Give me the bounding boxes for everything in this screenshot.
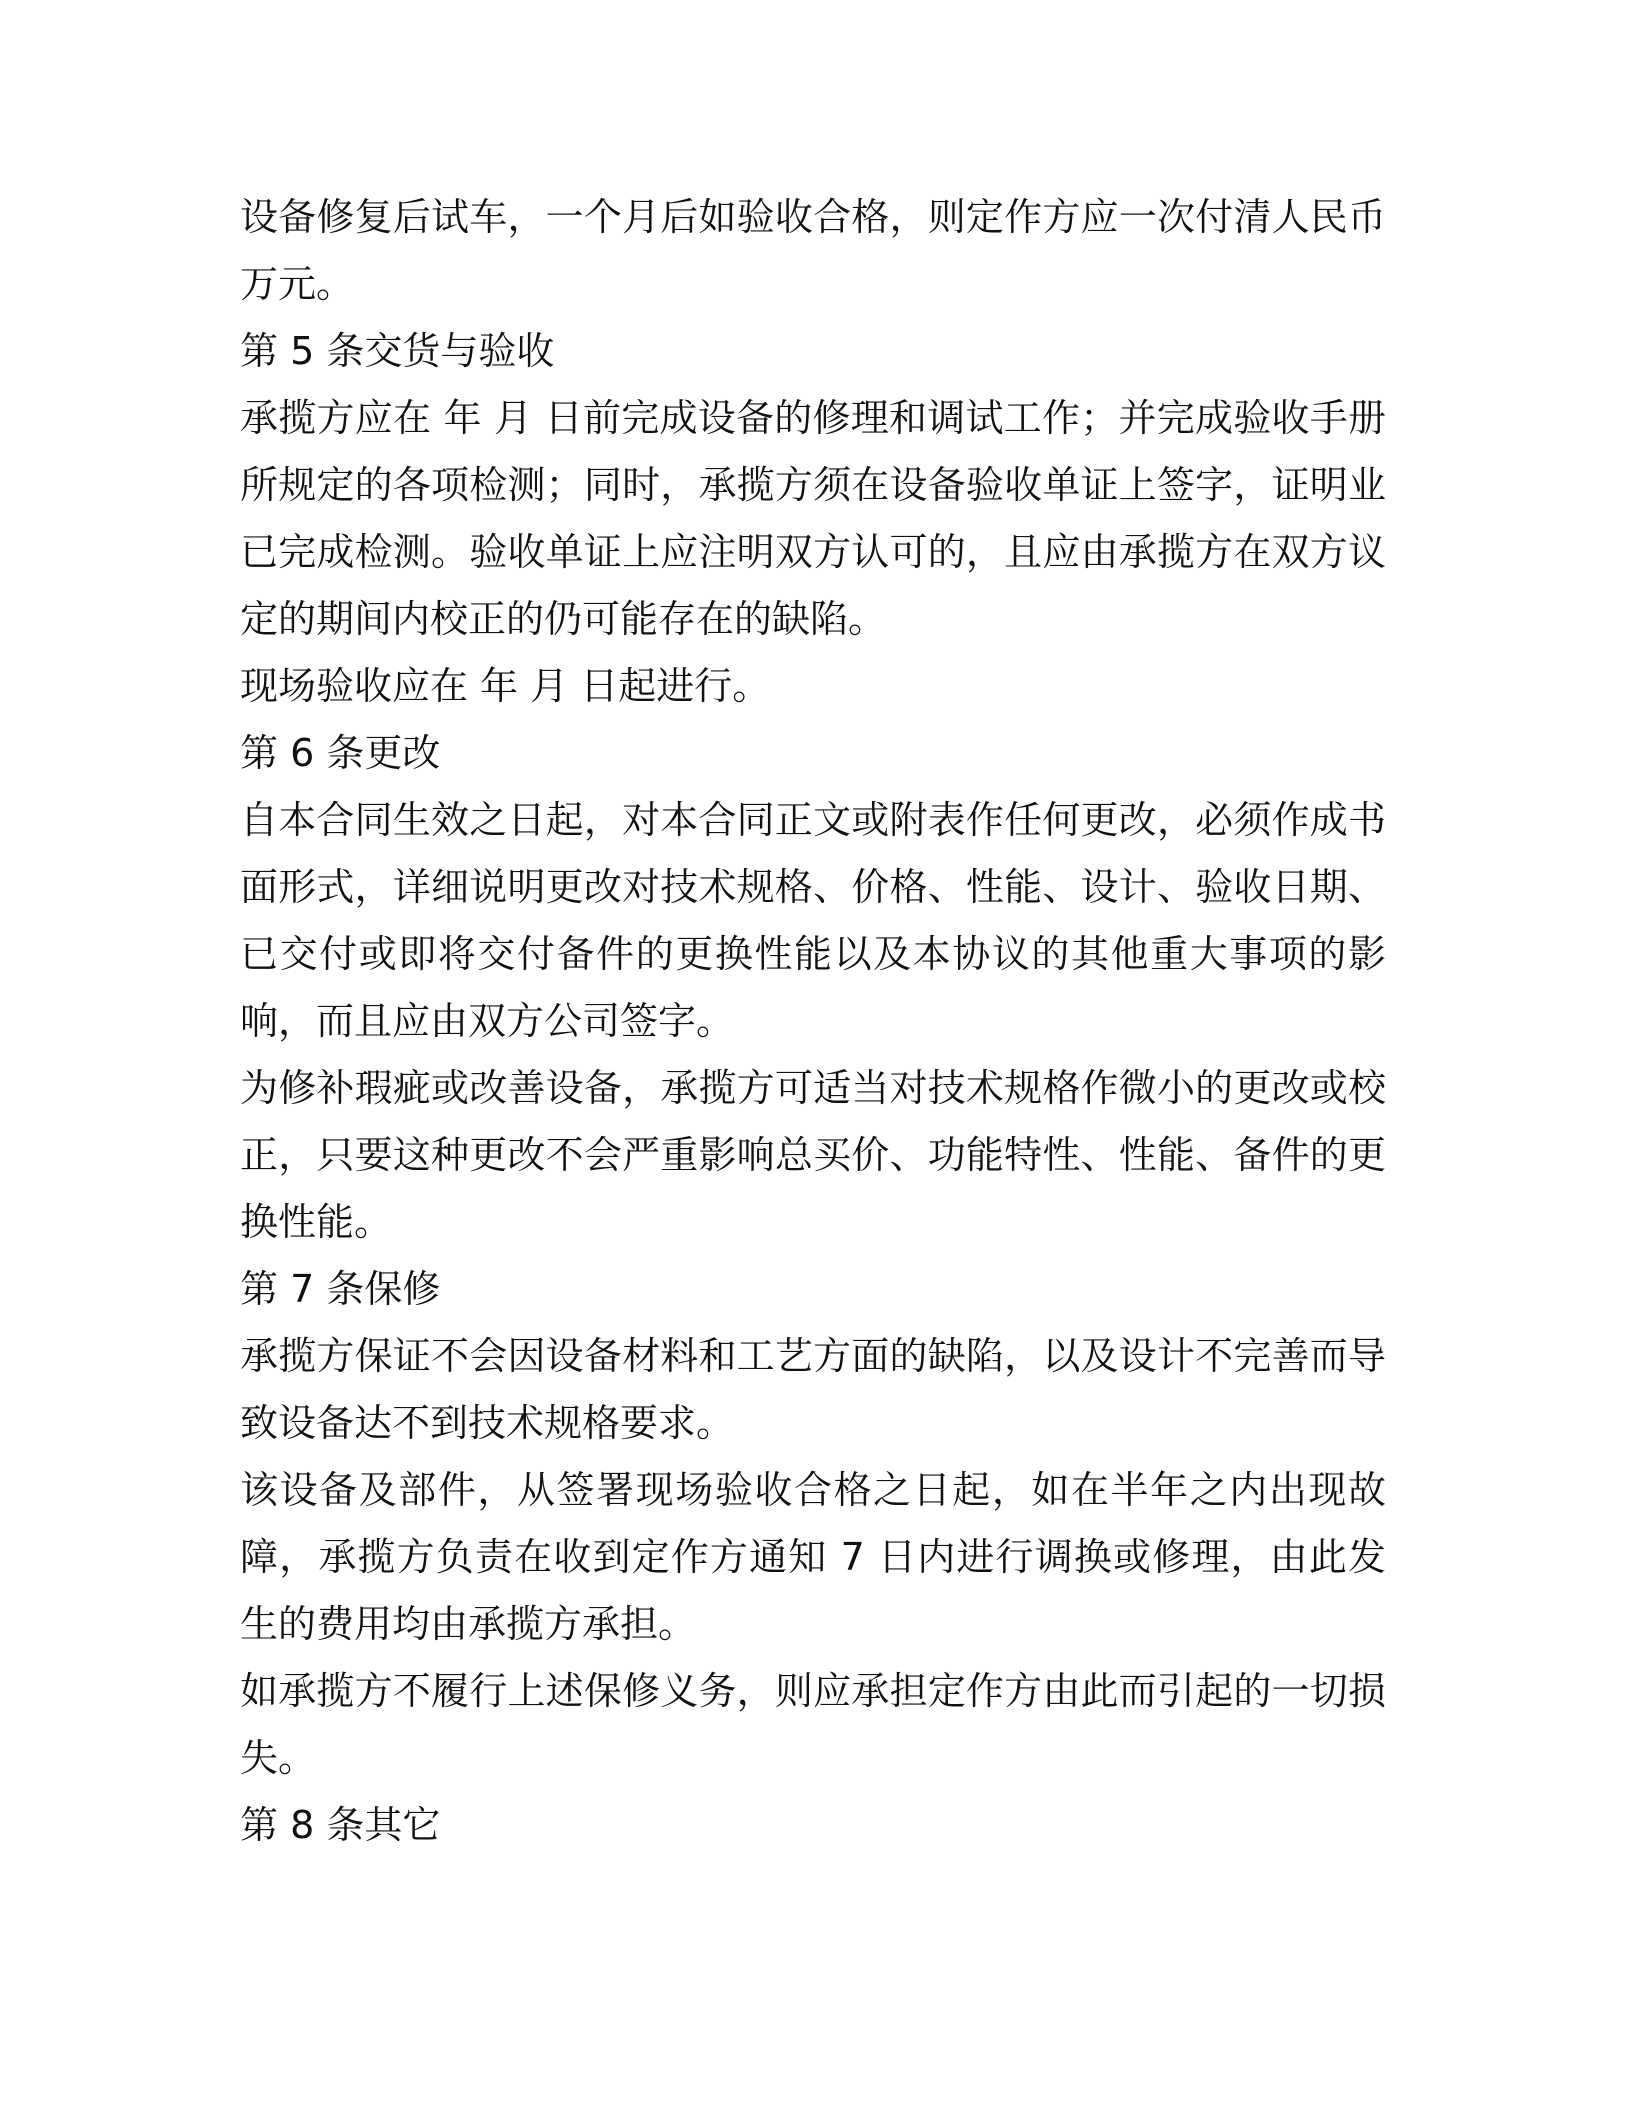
article-8-heading: 第 8 条其它 xyxy=(240,1803,441,1847)
liability-paragraph: 如承揽方不履行上述保修义务，则应承担定作方由此而引起的一切损失。 xyxy=(240,1669,1386,1780)
minor-change-paragraph: 为修补瑕疵或改善设备，承揽方可适当对技术规格作微小的更改或校正，只要这种更改不会严重影响总买价、功能特性、性能、备件的更换性能。 xyxy=(240,1066,1386,1244)
amendment-paragraph: 自本合同生效之日起，对本合同正文或附表作任何更改，必须作成书面形式，详细说明更改对技术规格、价格、性能、设计、验收日期、已交付或即将交付备件的更换性能以及本协议的其他重大事项的影响，而且应由双方公司签字。 xyxy=(240,798,1386,1043)
document-body xyxy=(240,184,1386,1859)
article-7-heading: 第 7 条保修 xyxy=(240,1267,441,1311)
payment-clause-paragraph: 设备修复后试车，一个月后如验收合格，则定作方应一次付清人民币 万元。 xyxy=(240,195,1386,306)
article-6-heading: 第 6 条更改 xyxy=(240,731,441,775)
warranty-paragraph: 承揽方保证不会因设备材料和工艺方面的缺陷，以及设计不完善而导致设备达不到技术规格要求。 xyxy=(240,1334,1386,1445)
article-5-heading: 第 5 条交货与验收 xyxy=(240,329,555,373)
site-acceptance-paragraph: 现场验收应在 年 月 日起进行。 xyxy=(240,664,771,708)
repair-paragraph: 该设备及部件，从签署现场验收合格之日起，如在半年之内出现故障，承揽方负责在收到定作方通知 7 日内进行调换或修理，由此发生的费用均由承揽方承担。 xyxy=(240,1468,1386,1646)
delivery-paragraph: 承揽方应在 年 月 日前完成设备的修理和调试工作；并完成验收手册所规定的各项检测；同时，承揽方须在设备验收单证上签字，证明业已完成检测。验收单证上应注明双方认可的，且应由承揽方在双方议定的期间内校正的仍可能存在的缺陷。 xyxy=(240,396,1386,641)
